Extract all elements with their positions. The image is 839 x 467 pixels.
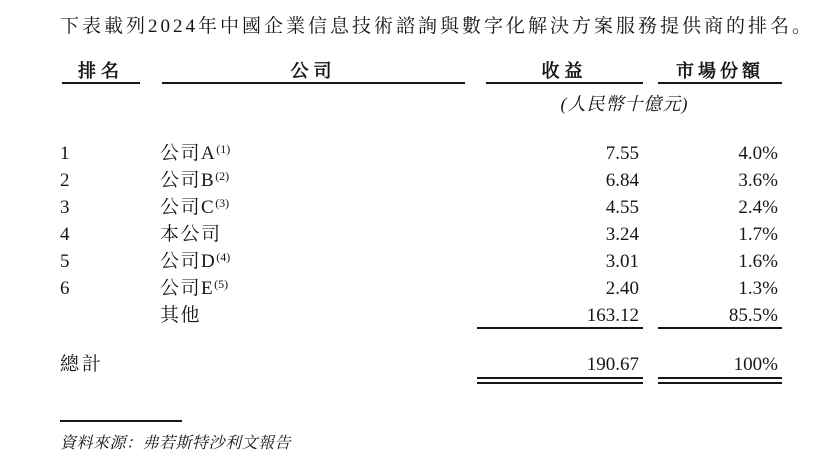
company-name: 公司A (160, 143, 217, 164)
rank-cell: 5 (60, 251, 70, 272)
rank-cell: 3 (60, 197, 70, 218)
company-name: 其他 (160, 305, 202, 326)
company-cell (160, 140, 465, 167)
header-revenue: 收益 (486, 60, 643, 84)
rank-cell: 4 (60, 224, 70, 245)
rank-cell: 1 (60, 143, 70, 164)
total-share-double-rule (658, 377, 782, 384)
rank-cell: 2 (60, 170, 70, 191)
table-row (60, 275, 782, 302)
footnote-ref: (2) (215, 169, 230, 183)
table-row (60, 167, 782, 194)
company-name: 本公司 (160, 224, 222, 245)
footnote-ref: (1) (216, 142, 231, 156)
footnote-divider (60, 420, 182, 422)
revenue-unit-label: (人民幣十億元) (560, 94, 689, 114)
company-cell (160, 194, 465, 221)
share-cell: 4.0% (738, 143, 778, 164)
revenue-cell: 6.84 (605, 170, 639, 191)
company-cell (160, 275, 465, 302)
source-note: 資料來源：弗若斯特沙利文報告 (60, 435, 292, 452)
total-revenue-double-rule (477, 377, 643, 384)
company-cell (160, 221, 465, 248)
table-body (60, 140, 782, 329)
table-row (60, 248, 782, 275)
revenue-cell: 163.12 (477, 302, 643, 329)
share-cell: 2.4% (738, 197, 778, 218)
header-company: 公司 (162, 60, 465, 84)
total-revenue-cell: 190.67 (586, 354, 639, 375)
table-row (60, 140, 782, 167)
table-row-others (60, 302, 782, 329)
company-name: 公司B (160, 170, 216, 191)
revenue-cell: 4.55 (605, 197, 639, 218)
footnote-ref: (5) (214, 277, 229, 291)
share-cell: 1.6% (738, 251, 778, 272)
total-label: 總計 (60, 354, 105, 375)
share-cell: 1.7% (738, 224, 778, 245)
share-cell: 85.5% (658, 302, 782, 329)
share-cell: 3.6% (738, 170, 778, 191)
company-cell (160, 302, 465, 329)
revenue-cell: 3.24 (605, 224, 639, 245)
intro-paragraph: 下表載列2024年中國企業信息技術諮詢與數字化解決方案服務提供商的排名。 (60, 16, 815, 37)
company-name: 公司D (160, 251, 217, 272)
revenue-cell: 7.55 (605, 143, 639, 164)
share-cell: 1.3% (738, 278, 778, 299)
company-name: 公司C (160, 197, 216, 218)
header-rank: 排名 (62, 60, 140, 84)
company-cell (160, 167, 465, 194)
footnote-ref: (4) (216, 250, 231, 264)
table-row (60, 194, 782, 221)
table-header-row (60, 60, 782, 84)
footnote-ref: (3) (215, 196, 230, 210)
rank-cell (60, 302, 160, 329)
total-share-cell: 100% (733, 354, 778, 375)
revenue-cell: 3.01 (605, 251, 639, 272)
company-cell (160, 248, 465, 275)
rank-cell: 6 (60, 278, 70, 299)
table-row (60, 221, 782, 248)
header-market-share: 市場份額 (658, 60, 782, 84)
company-name: 公司E (160, 278, 215, 299)
revenue-cell: 2.40 (605, 278, 639, 299)
table-total-row (60, 351, 782, 378)
